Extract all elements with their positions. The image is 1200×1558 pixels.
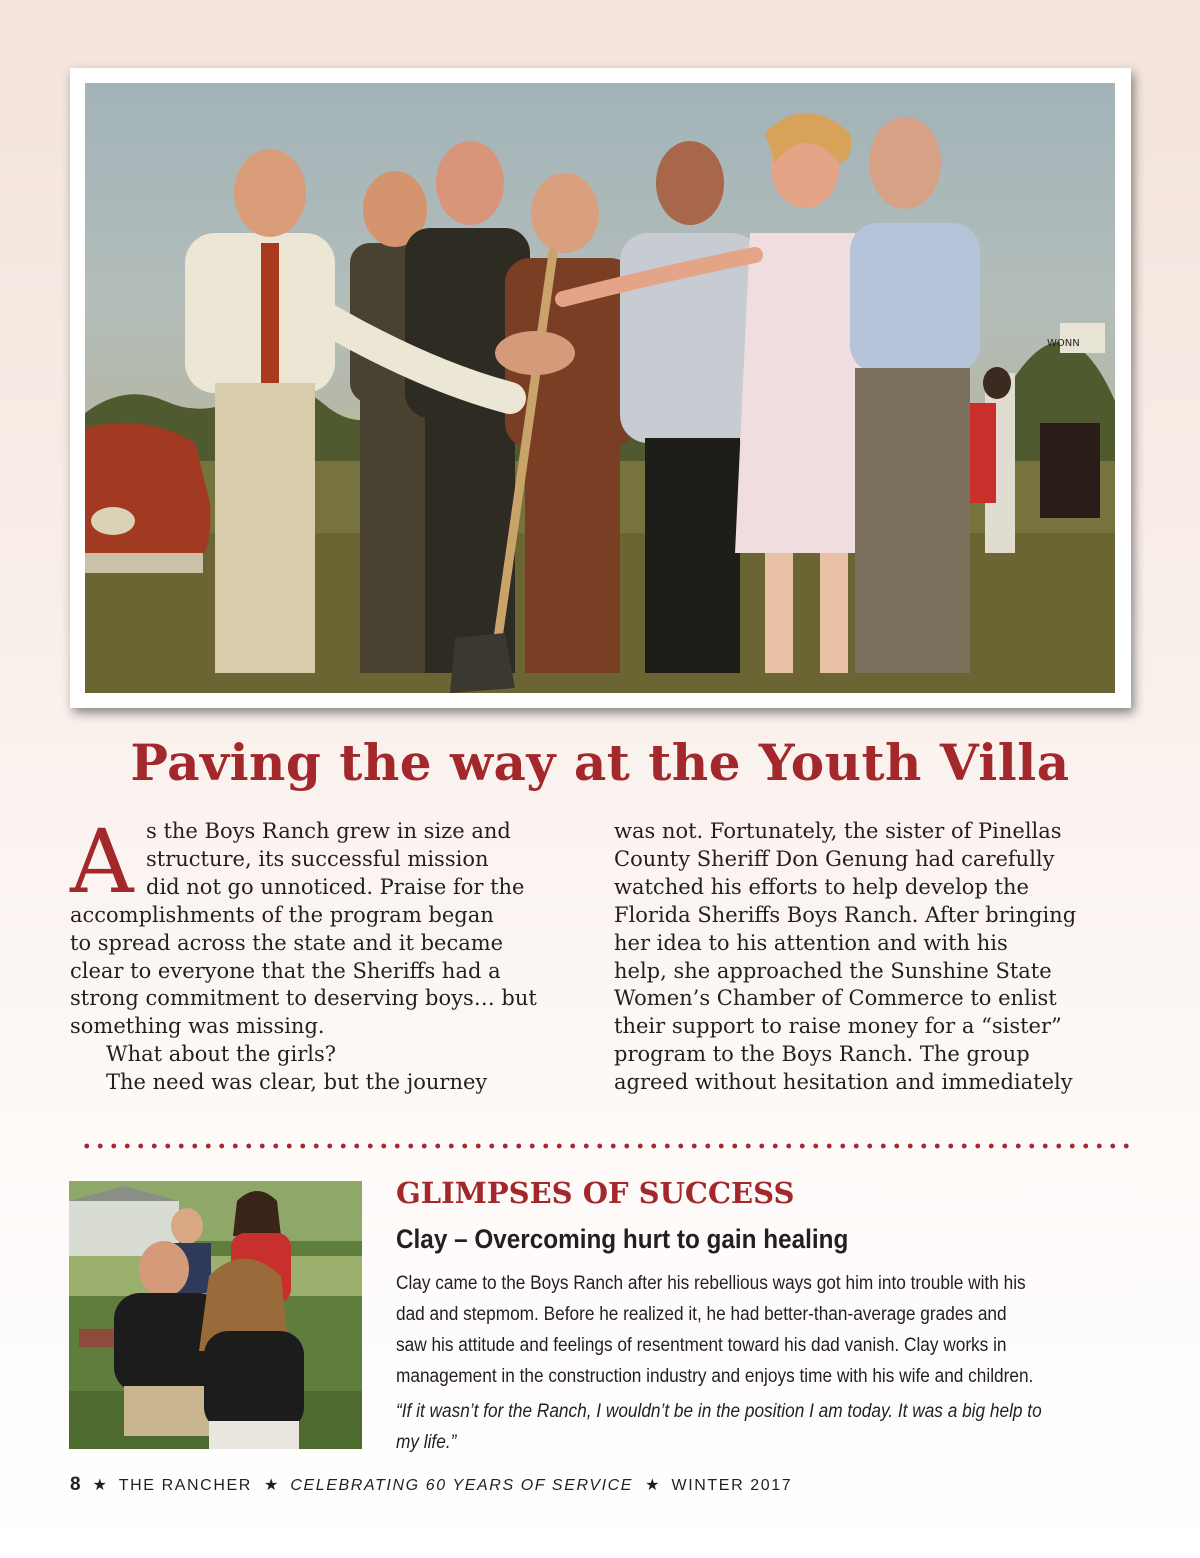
- article-line: Women’s Chamber of Commerce to enlist: [614, 986, 1057, 1011]
- groundbreaking-photo: [85, 83, 1115, 693]
- article-line: watched his efforts to help develop the: [614, 874, 1029, 899]
- drop-cap: A: [70, 810, 134, 913]
- story-quote: [396, 1396, 1156, 1458]
- story-line: saw his attitude and feelings of resentment toward his dad vanish. Clay works in: [396, 1334, 1007, 1356]
- article-line: The need was clear, but the journey: [106, 1070, 488, 1095]
- article-line: did not go unnoticed. Praise for the: [146, 874, 525, 899]
- page-footer: [70, 1474, 792, 1496]
- star-icon: ★: [645, 1477, 660, 1494]
- article-line: agreed without hesitation and immediately: [614, 1070, 1073, 1095]
- dotted-divider: [80, 1143, 1132, 1149]
- article-left-column: [70, 810, 582, 1097]
- story-line: Clay came to the Boys Ranch after his rebellious ways got him into trouble with his: [396, 1272, 1026, 1294]
- star-icon: ★: [263, 1477, 279, 1494]
- issue-label: WINTER 2017: [671, 1477, 793, 1494]
- article-line: clear to everyone that the Sheriffs had a: [70, 958, 501, 983]
- article-line: County Sheriff Don Genung had carefully: [614, 846, 1055, 871]
- article-right-column: [614, 818, 1134, 1097]
- sign-label-text: WONN: [1047, 338, 1080, 349]
- article-line: strong commitment to deserving boys… but: [70, 986, 537, 1011]
- article-line: their support to raise money for a “sister”: [614, 1014, 1062, 1039]
- article-line: structure, its successful mission: [146, 846, 489, 871]
- family-photo: [69, 1181, 362, 1449]
- main-photo-frame: [70, 68, 1131, 708]
- article-line: Florida Sheriffs Boys Ranch. After bringing: [614, 902, 1077, 927]
- article-line: program to the Boys Ranch. The group: [614, 1042, 1030, 1067]
- publication-name: THE RANCHER: [118, 1477, 252, 1494]
- page-number: 8: [70, 1474, 81, 1495]
- story-line: dad and stepmom. Before he realized it, he had better-than-average grades and: [396, 1303, 1007, 1325]
- article-line: something was missing.: [70, 1014, 325, 1039]
- star-icon: ★: [92, 1477, 107, 1494]
- article-line: help, she approached the Sunshine State: [614, 958, 1052, 983]
- article-line: accomplishments of the program began: [70, 902, 494, 927]
- article-headline: Paving the way at the Youth Villa: [130, 733, 1070, 792]
- quote-line: “If it wasn’t for the Ranch, I wouldn’t be in the position I am today. It was a big help to: [396, 1400, 1042, 1422]
- article-line: What about the girls?: [106, 1042, 337, 1067]
- article-line: to spread across the state and it became: [70, 930, 504, 955]
- article-line: her idea to his attention and with his: [614, 930, 1008, 955]
- story-body: [396, 1268, 1156, 1392]
- story-line: management in the construction industry and enjoys time with his wife and children.: [396, 1365, 1034, 1387]
- family-photo-art: [69, 1181, 362, 1449]
- article-line: s the Boys Ranch grew in size and: [146, 819, 511, 843]
- glimpses-section-title: GLIMPSES OF SUCCESS: [396, 1176, 795, 1210]
- groundbreaking-photo-art: [85, 83, 1115, 693]
- story-title: Clay – Overcoming hurt to gain healing: [396, 1224, 849, 1254]
- publication-tagline: CELEBRATING 60 YEARS OF SERVICE: [290, 1477, 634, 1494]
- article-line: was not. Fortunately, the sister of Pinellas: [614, 819, 1062, 843]
- quote-line: my life.”: [396, 1431, 457, 1453]
